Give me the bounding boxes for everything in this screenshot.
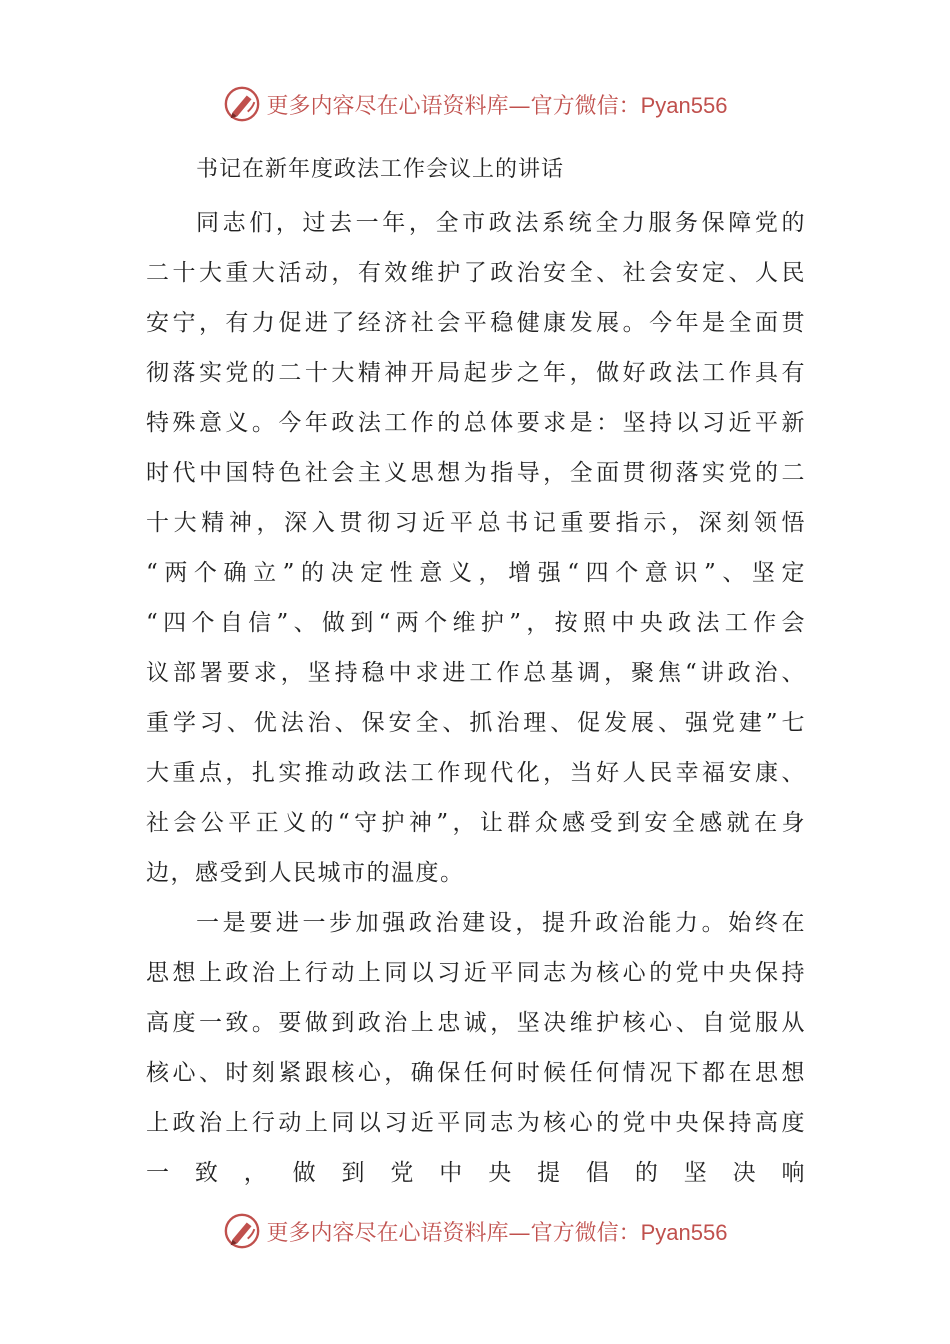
banner-text: [267, 1216, 728, 1247]
text-line: 重学习、优法治、保安全、抓治理、促发展、强党建”七: [146, 710, 806, 736]
text-line: 边，感受到人民城市的温度。: [146, 860, 465, 886]
text-line: 十大精神，深入贯彻习近平总书记重要指示，深刻领悟: [146, 510, 806, 536]
banner-text: [267, 89, 728, 120]
text-line: 安宁，有力促进了经济社会平稳健康发展。今年是全面贯: [146, 310, 806, 336]
document-title: 书记在新年度政法工作会议上的讲话: [196, 157, 565, 182]
text-line: 时代中国特色社会主义思想为指导，全面贯彻落实党的二: [146, 460, 806, 486]
text-line: 特殊意义。今年政法工作的总体要求是：坚持以习近平新: [146, 410, 806, 436]
text-line: “两个确立”的决定性意义，增强“四个意识”、坚定: [146, 560, 806, 586]
pen-logo-icon: [223, 1212, 261, 1250]
banner-slogan: 更多内容尽在心语资料库—: [266, 93, 531, 119]
text-line: 核心、时刻紧跟核心，确保任何时候任何情况下都在思想: [146, 1060, 806, 1086]
banner-wechat-id: Pyan556: [640, 92, 728, 118]
text-line: 彻落实党的二十大精神开局起步之年，做好政法工作具有: [146, 360, 806, 386]
footer-banner: [0, 1211, 950, 1251]
header-banner: [0, 84, 950, 124]
banner-slogan: 更多内容尽在心语资料库—: [266, 1220, 531, 1246]
text-line: 社会公平正义的“守护神”，让群众感受到安全感就在身: [146, 810, 806, 836]
text-line: 思想上政治上行动上同以习近平同志为核心的党中央保持: [146, 960, 806, 986]
banner-wechat-label: 官方微信：: [530, 1220, 641, 1246]
text-line: 大重点，扎实推动政法工作现代化，当好人民幸福安康、: [146, 760, 806, 786]
banner-wechat-label: 官方微信：: [530, 93, 641, 119]
pen-logo-icon: [223, 85, 261, 123]
text-line: 议部署要求，坚持稳中求进工作总基调，聚焦“讲政治、: [146, 660, 806, 686]
text-line: 二十大重大活动，有效维护了政治安全、社会安定、人民: [146, 260, 806, 286]
document-body: [146, 198, 806, 1198]
banner-wechat-id: Pyan556: [640, 1219, 728, 1245]
text-line: 同志们，过去一年，全市政法系统全力服务保障党的: [196, 210, 806, 236]
text-line: 高度一致。要做到政治上忠诚，坚决维护核心、自觉服从: [146, 1010, 806, 1036]
text-line: 一 致 ， 做 到 党 中 央 提 倡 的 坚 决 响: [146, 1160, 806, 1186]
text-line: 一是要进一步加强政治建设，提升政治能力。始终在: [196, 910, 806, 936]
text-line: “四个自信”、做到“两个维护”，按照中央政法工作会: [146, 610, 806, 636]
text-line: 上政治上行动上同以习近平同志为核心的党中央保持高度: [146, 1110, 806, 1136]
